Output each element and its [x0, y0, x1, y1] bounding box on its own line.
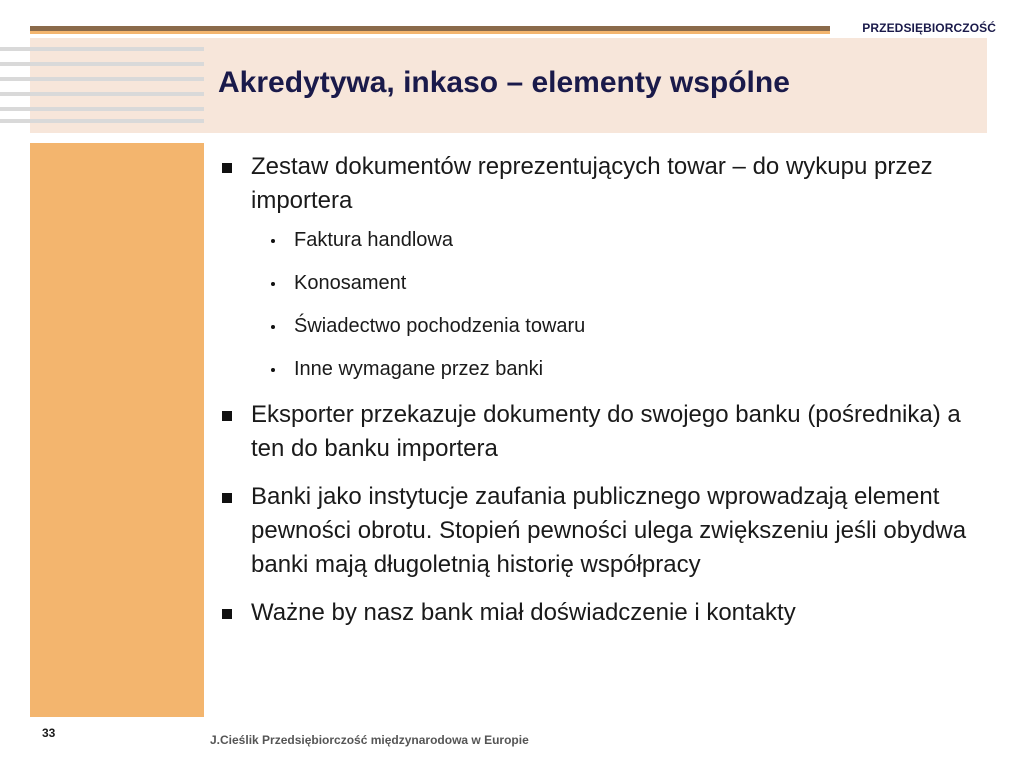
stripe [0, 107, 204, 111]
square-bullet-icon [222, 493, 232, 503]
side-panel [30, 143, 204, 717]
bullet-item [218, 480, 978, 582]
sub-bullet-item [251, 312, 1011, 340]
square-bullet-icon [222, 411, 232, 421]
page-number: 33 [42, 726, 56, 740]
dot-bullet-icon [271, 368, 275, 372]
stripe [0, 77, 204, 81]
dot-bullet-icon [271, 239, 275, 243]
stripe [0, 119, 204, 123]
bullet-text: Ważne by nasz bank miał doświadczenie i kontakty [251, 599, 796, 626]
bullet-text: Eksporter przekazuje dokumenty do swojego banku (pośrednika) a ten do banku importera [251, 401, 961, 462]
bullet-text: Banki jako instytucje zaufania publicznego wprowadzają element pewności obrotu. Stopień pewności ulega zwiększeniu jeśli obydwa banki mają długoletnią historię współpracy [251, 483, 967, 578]
top-rule-accent [30, 31, 830, 34]
sub-bullet-item [251, 226, 1011, 254]
sub-bullet-text: Konosament [294, 272, 407, 294]
square-bullet-icon [222, 609, 232, 619]
stripe [0, 62, 204, 66]
sub-bullet-list [251, 226, 978, 383]
bullet-item [218, 596, 978, 630]
bullet-text: Zestaw dokumentów reprezentujących towar – do wykupu przez importera [251, 153, 933, 214]
sub-bullet-text: Inne wymagane przez banki [294, 358, 544, 380]
dot-bullet-icon [271, 282, 275, 286]
sub-bullet-item [251, 269, 1011, 297]
dot-bullet-icon [271, 325, 275, 329]
brand-label: PRZEDSIĘBIORCZOŚĆ [862, 21, 996, 35]
square-bullet-icon [222, 163, 232, 173]
sub-bullet-text: Faktura handlowa [294, 229, 453, 251]
slide-title: Akredytywa, inkaso – elementy wspólne [218, 66, 790, 99]
sub-bullet-text: Świadectwo pochodzenia towaru [294, 315, 586, 337]
sub-bullet-item [251, 355, 1011, 383]
stripe [0, 47, 204, 51]
stripe [0, 92, 204, 96]
bullet-item [218, 150, 978, 383]
bullet-list [218, 150, 978, 644]
footer-text: J.Cieślik Przedsiębiorczość międzynarodowa w Europie [210, 733, 529, 747]
decorative-stripes [0, 45, 204, 125]
bullet-item [218, 398, 978, 466]
